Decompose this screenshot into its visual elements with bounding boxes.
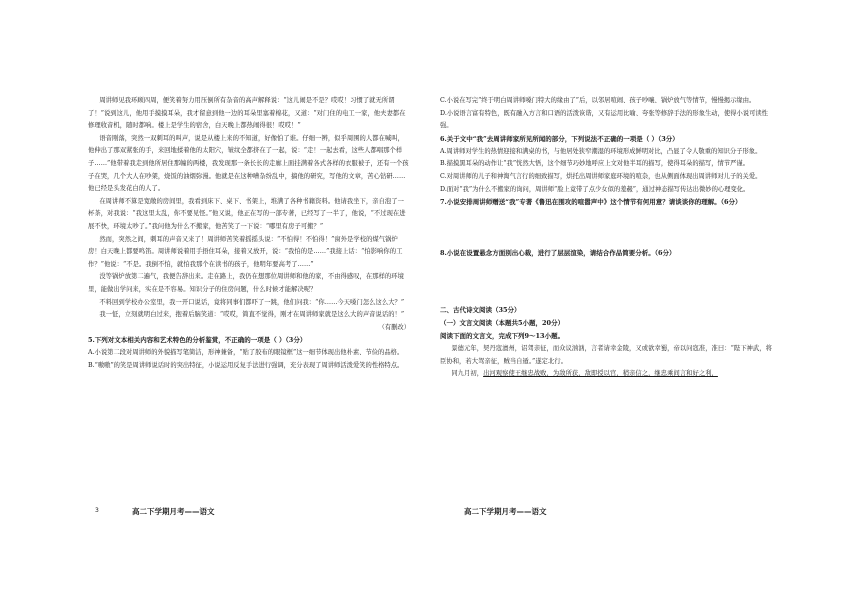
story-paragraph-6: 不料回到学校办公室里，我一开口说话，竟将同事们都吓了一跳，他们问我：“你……今天嗓门怎么这么大？” xyxy=(99,298,405,306)
story-paragraph-1: 周讲师见我环顾四周，便笑着努力用压倒所有杂音的高声解释说：“这儿闹是不是？哎哎！习惯了就无所谓了！”说到这儿，他用手摸摸耳朵，我才留意到他一边的耳朵里塞着棉花，又道：“对门住的电工一家，他夫妻都在修理收音机，随时都响。楼上是学生的宿舍，白天晚上都热闹得很！哎哎！” xyxy=(88,97,406,130)
story-paragraph-4: 然而，突然之间，刺耳的声音又来了！周讲师苦笑着摇摇头说：“不怕得！不怕得！”窗外是学校的煤气锅炉房！白天晚上都要鸣笛。周讲师说着用手捂住耳朵，接着又放开，说：“我怕的是……”我接上话：“怕影响你的工作？”他说：“不是。我倒不怕，就怕我那个在读书的孩子，他明年要高考了……” xyxy=(88,235,403,268)
question-6-option-a: A.周讲师对学生的热情迎接和满桌的书，与他居处狭窄潮湿的环境形成鲜明对比，凸显了令人敬重的知识分子形象。 xyxy=(440,147,762,155)
right-page xyxy=(430,0,860,607)
question-5-title: 5.下列对文本相关内容和艺术特色的分析鉴赏，不正确的一项是（ ）（3分） xyxy=(88,336,307,345)
classical-paragraph-1: 景德元年，契丹寇澶州，诏驾亲征，而众议汹汹，言者请幸金陵，又或欲幸蜀，帝以问寇准，准曰：“陛下神武，将臣协和，若大驾亲征，贼当自遁。”遂定北行。 xyxy=(440,345,772,365)
answer-space-8 xyxy=(440,260,772,304)
question-5-option-d: D.小说语言富有特色，既有融入方言和口语的活泼诙谐，又有运用比喻、夸张等修辞手法的形象生动，使得小说可读性强。 xyxy=(440,109,768,130)
question-6-option-d: D.面对“我”为什么不搬家的询问，周讲师“脸上竟带了点少女似的羞赧”，通过神态描写传达出微妙的心理变化。 xyxy=(440,185,750,193)
question-5-option-c: C.小说在写完“终于明白周讲师嗓门特大的缘由了”后，以邻居喧闹、孩子吵嚷、锅炉放气等情节，慢慢揭示缘由。 xyxy=(440,97,756,104)
question-5-option-b: B.“嗷嗷”的笑是周讲师说话时的突出特征，小说运用反复手法进行强调，充分表现了周讲师活泼爱笑的性格特点。 xyxy=(88,361,404,369)
story-paragraph-3: 在周讲师不算是宽敞的房间里，我看到床下、桌下、书架上，堆满了各种书籍资料。他请我坐下，亲自泡了一杯茶，对我说：“我这里太乱，你不要见怪。”他又说，他正在写的一部专著，已经写了一半了，他说，“不过现在进展不快，环境太吵了。”我问他为什么不搬家，他苦笑了一下说：“哪里有房子可搬？” xyxy=(88,197,406,230)
story-paragraph-7: 我一怔，立刻就明白过来，抱着后脑笑道：“哎哎，简直不觉得，刚才在周讲师家就是这么大的声音说话的！” xyxy=(99,311,405,319)
story-paragraph-2: 语音刚落，突然一双刺耳的叫声，说是从楼上来的不知道，好像怕了谁。仔细一辨，似乎周围的人都在喊叫，他伸出了那双紧张的手，来回地揉着他的太阳穴，皱纹全都挤在了一起，说：“走！一起去看，这些人都唱那个样子……”他带着我走到他所居住那幢的两楼，我发现那一条长长的走廊上面挂满着各式各样的衣服被子，还有一个孩子在哭，几个大人在吵架，烧饭的油烟弥漫。他就是在这种嘈杂纷乱中，搞他的研究，写他的文章，苦心钻研……他已经是头发花白的人了。 xyxy=(88,134,409,193)
question-7-title: 7.小说安排周讲师赠送“我”专著《鲁迅在围攻的喧嚣声中》这个情节有何用意？请谈谈你的理解。（6分） xyxy=(440,198,742,207)
source-note: （有删改） xyxy=(378,323,410,331)
classical-paragraph-2 xyxy=(440,368,772,381)
question-6-option-b: B.描摸黑耳朵的动作让“我”恍然大悟，这个细节巧妙地呼应上文对他半耳的描写，使得耳朵的描写，情节严谨。 xyxy=(440,160,750,168)
story-paragraph-5: 没等锅炉放第二遍气，我便告辞出来。走在路上，我仍在想那位周讲师和他的家，不由得感叹，在那样的环境里，能做出学问来，实在是不容易。知识分子的住房问题，什么时候才能解决呢？ xyxy=(88,273,404,293)
subsection-1-heading: （一）文言文阅读（本题共5小题，20分） xyxy=(440,319,565,328)
answer-space-7 xyxy=(440,209,772,247)
left-footer: 高二下学期月考——语文 xyxy=(132,507,215,516)
right-column xyxy=(440,95,772,381)
section-2-heading: 二、古代诗文阅读（35分） xyxy=(440,306,521,315)
classical-paragraph-2-start: 同九月初， xyxy=(451,370,484,378)
question-8-title: 8.小说在设置悬念方面别出心裁，进行了层层渲染，请结合作品简要分析。（6分） xyxy=(440,249,676,258)
page-number: 3 xyxy=(95,507,99,514)
question-6-title: 6.关于文中“我”去周讲师家所见所闻的部分，下列说法不正确的一项是（ ）（3分） xyxy=(440,134,679,143)
reading-instruction: 阅读下面的文言文，完成下列9～13小题。 xyxy=(440,332,565,341)
question-5-option-a: A.小说第二段对周讲师的外貌描写笔简洁，形神兼备，“贴了胶布的眼镜框”这一细节体现出他朴素、节俭的品格。 xyxy=(88,349,404,357)
right-footer: 高二下学期月考——语文 xyxy=(464,507,547,516)
left-column xyxy=(88,95,410,372)
underlined-sentence: 出河观察使王继忠战败，为敌所获，敌即授以官，稍亲信之，继忠乘间言和好之利， xyxy=(483,370,718,378)
question-6-option-c: C.对周讲师的儿子和神淘气言行的细致描写，烘托出周讲师家庭环境的喧杂，也从侧面体现出周讲师对儿子的关爱。 xyxy=(440,172,762,180)
